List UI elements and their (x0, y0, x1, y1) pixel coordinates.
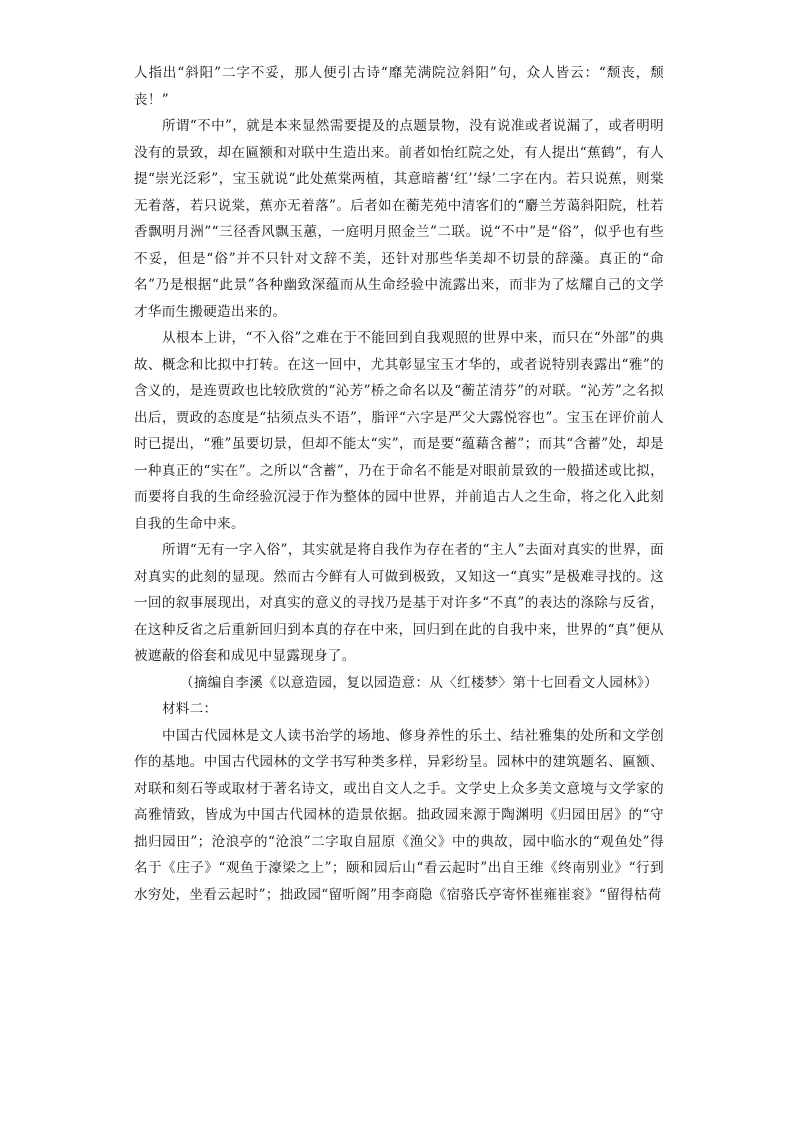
source-citation: （摘编自李溪《以意造园，复以园造意：从〈红楼梦〉第十七回看文人园林》） (180, 674, 658, 691)
material-heading: 材料二： (162, 701, 218, 717)
paragraph-1: 人指出“斜阳”二字不妥，那人便引古诗“靡芜满院泣斜阳”句，众人皆云：“颓丧，颓丧！” (134, 65, 664, 108)
paragraph-4: 所谓“无有一字入俗”，其实就是将自我作为存在者的“主人”去面对真实的世界，面对真实的此刻的显现。然而古今鲜有人可做到极致，又知这一“真实”是极难寻找的。这一回的叙事展现出，对真实的意义的寻找乃是基于对许多“不真”的表达的涤除与反省，在这种反省之后重新回归到本真的存在中来，回归到在此的自我中来，世界的“真”便从被遮蔽的俗套和成见中显露现身了。 (134, 542, 664, 664)
document-page (134, 60, 664, 908)
paragraph-2: 所谓“不中”，就是本来显然需要提及的点题景物，没有说准或者说漏了，或者明明没有的景致，却在匾额和对联中生造出来。前者如怡红院之处，有人提出“蕉鹤”，有人提“崇光泛彩”，宝玉就说“此处蕉棠两植，其意暗蓄‘红’‘绿’二字在内。若只说蕉，则棠无着落，若只说棠，蕉亦无着落”。后者如在蘅芜苑中清客们的“麝兰芳蔼斜阳院，杜若香飘明月洲”“三径香风飘玉蕙，一庭明月照金兰”二联。说“不中”是“俗”，似乎也有些不妥，但是“俗”并不只针对文辞不美，还针对那些华美却不切景的辞藻。真正的“命名”乃是根据“此景”各种幽致深蕴而从生命经验中流露出来，而非为了炫耀自己的文学才华而生搬硬造出来的。 (134, 118, 664, 320)
material-two-paragraph: 中国古代园林是文人读书治学的场地、修身养性的乐土、结社雅集的处所和文学创作的基地。中国古代园林的文学书写种类多样，异彩纷呈。园林中的建筑题名、匾额、对联和刻石等或取材于著名诗文，或出自文人之手。文学史上众多美文意境与文学家的高雅情致，皆成为中国古代园林的造景依据。拙政园来源于陶渊明《归园田居》的“守拙归园田”；沧浪亭的“沧浪”二字取自屈原《渔父》中的典故，园中临水的“观鱼处”得名于《庄子》“观鱼于濠梁之上”；颐和园后山“看云起时”出自王维《终南别业》“行到水穷处，坐看云起时”；拙政园“留听阁”用李商隐《宿骆氏亭寄怀崔雍崔衮》“留得枯荷 (134, 727, 664, 903)
paragraph-3: 从根本上讲，“不入俗”之难在于不能回到自我观照的世界中来，而只在“外部”的典故、概念和比拟中打转。在这一回中，尤其彰显宝玉才华的，或者说特别表露出“雅”的含义的，是连贾政也比较欣赏的“沁芳”桥之命名以及“蘅芷清芬”的对联。“沁芳”之名拟出后，贾政的态度是“拈须点头不语”，脂评“六字是严父大露悦容也”。宝玉在评价前人时已提出，“雅”虽要切景，但却不能太“实”，而是要“蕴藉含蓄”；而其“含蓄”处，却是一种真正的“实在”。之所以“含蓄”，乃在于命名不能是对眼前景致的一般描述或比拟，而要将自我的生命经验沉浸于作为整体的园中世界，并前追古人之生命，将之化入此刻自我的生命中来。 (134, 330, 664, 532)
